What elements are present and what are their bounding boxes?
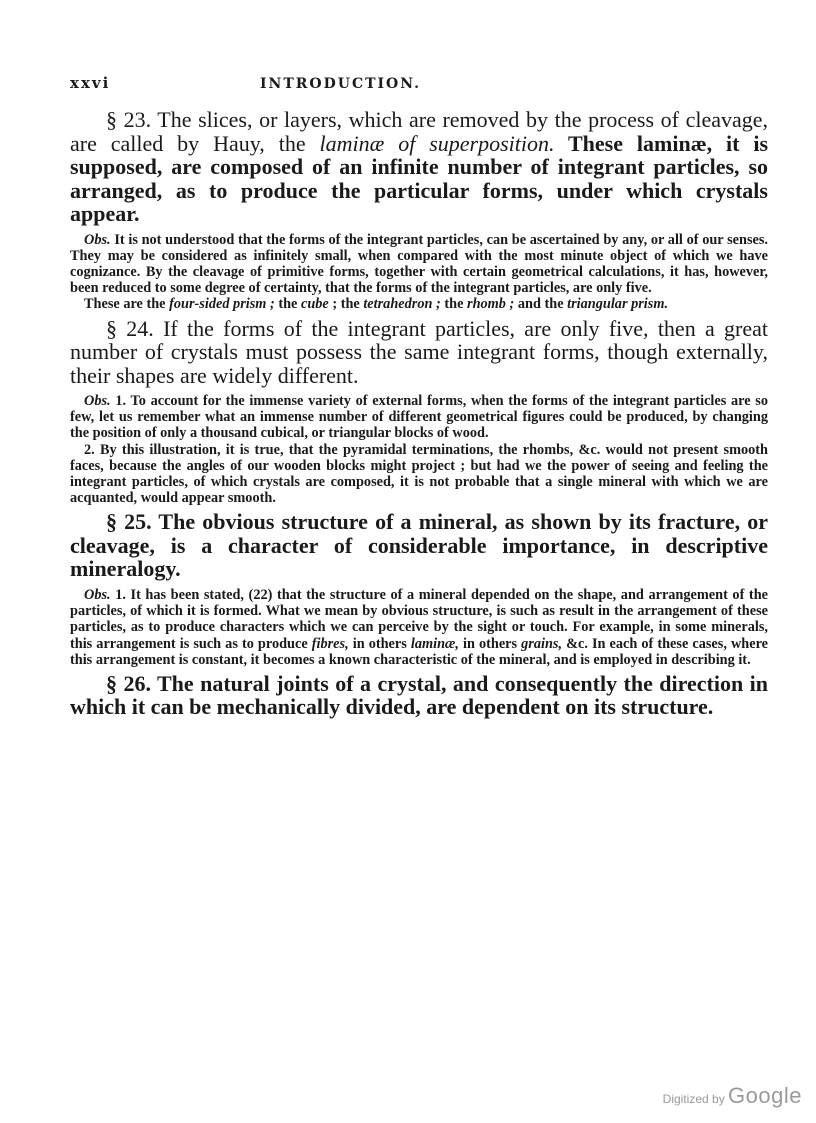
section-25-text: The obvious structure of a mineral, as shown by its fracture, or cleavage, is a character of considerable importance, in descriptive mineralogy.	[70, 509, 768, 582]
obs-label: Obs.	[84, 586, 111, 603]
list-text: the	[440, 296, 467, 313]
section-23-text-b: These laminæ, it is supposed, are composed of an infinite number of integrant particles, so arranged, as to produce the particular forms, under which crystals appear.	[70, 130, 769, 226]
form-rhomb: rhomb ;	[467, 296, 515, 313]
term-grains: grains,	[521, 635, 563, 652]
section-24-text: If the forms of the integrant particles, are only five, then a great number of crystals must possess the same integrant forms, though externally, their shapes are widely different.	[70, 315, 768, 388]
section-26-text: The natural joints of a crystal, and consequently the direction in which it can be mechanically divided, are dependent on its structure.	[70, 670, 769, 720]
digitized-watermark	[663, 1083, 802, 1109]
integrant-forms-list	[70, 296, 768, 312]
section-26	[70, 672, 768, 719]
list-text: ; the	[328, 296, 364, 313]
book-page	[70, 74, 768, 719]
section-25-observation	[70, 587, 768, 668]
list-text: and the	[514, 296, 568, 313]
section-24	[70, 317, 768, 388]
section-23-observation	[70, 232, 768, 313]
section-23-term: laminæ of superposition.	[319, 130, 555, 156]
section-25-obs-1	[70, 587, 768, 668]
form-cube: cube	[300, 296, 329, 313]
obs-number: 1.	[110, 586, 126, 603]
section-24-obs-1-text: To account for the immense variety of external forms, when the forms of the integrant particles are so few, let us remember what an immense number of different geometrical figures could be produced, by changing the position of only a thousand cubical, or triangular blocks of wood.	[70, 393, 769, 442]
google-logo: Google	[728, 1083, 802, 1108]
watermark-prefix: Digitized by	[662, 1092, 729, 1106]
section-24-obs-1	[70, 393, 768, 442]
obs-number: 1.	[110, 393, 127, 410]
running-title: INTRODUCTION.	[260, 76, 422, 92]
section-24-obs-2	[70, 442, 768, 507]
section-23	[70, 108, 768, 226]
section-24-observation	[70, 393, 768, 506]
list-text: the	[274, 296, 301, 313]
page-number: xxvi	[70, 74, 111, 92]
section-23-text-a: The slices, or layers, which are removed by the process of cleavage, are called by Hauy, the	[70, 107, 769, 156]
section-25	[70, 510, 768, 581]
list-text: These are the	[84, 296, 170, 313]
page-header	[70, 74, 768, 108]
obs-label: Obs.	[84, 393, 111, 410]
section-25-obs-text: It has been stated, (22) that the structure of a mineral depended on the shape, and arrangement of the particles, of which it is formed. What we mean by obvious structure, is such as result in the arrangement of these particles, as to produce characters which we can perceive by the sight or touch. For example, in some minerals, this arrangement is such as to produce	[70, 586, 768, 652]
section-25-obs-text: in others	[458, 635, 522, 652]
section-23-obs-text: It is not understood that the forms of the integrant particles, can be ascertained by any, or all of our senses. They may be considered as infinitely small, when compared with the most minute object of which we have cognizance. By the cleavage of primitive forms, together with certain geometrical calculations, it has, however, been reduced to some degree of certainty, that the forms of the integrant particles, are only five.	[70, 231, 768, 297]
section-24-obs-2-text: By this illustration, it is true, that the pyramidal terminations, the rhombs, &c. would not present smooth faces, because the angles of our wooden blocks might project ; but had we the power of seeing and feeling the integrant particles, of which crystals are composed, it is not probable that a single mineral with which we are acquanted, would appear smooth.	[70, 441, 768, 507]
section-24-mark: § 24.	[106, 315, 154, 341]
term-laminae: laminæ,	[410, 635, 459, 652]
section-23-mark: § 23.	[106, 107, 152, 132]
obs-label: Obs.	[84, 231, 111, 248]
form-four-sided-prism: four-sided prism ;	[169, 296, 275, 313]
section-23-obs-paragraph	[70, 232, 768, 297]
section-26-mark: § 26.	[106, 670, 151, 696]
obs-number: 2.	[84, 441, 95, 458]
section-25-obs-text: in others	[348, 635, 411, 652]
section-25-obs-text: &c. In each of these cases, where this arrangement is constant, it becomes a known characteristic of the mineral, and is employed in describing it.	[70, 635, 768, 668]
section-25-mark: § 25.	[106, 509, 152, 535]
term-fibres: fibres,	[311, 635, 349, 652]
form-tetrahedron: tetrahedron ;	[363, 296, 441, 313]
form-triangular-prism: triangular prism.	[567, 296, 669, 313]
